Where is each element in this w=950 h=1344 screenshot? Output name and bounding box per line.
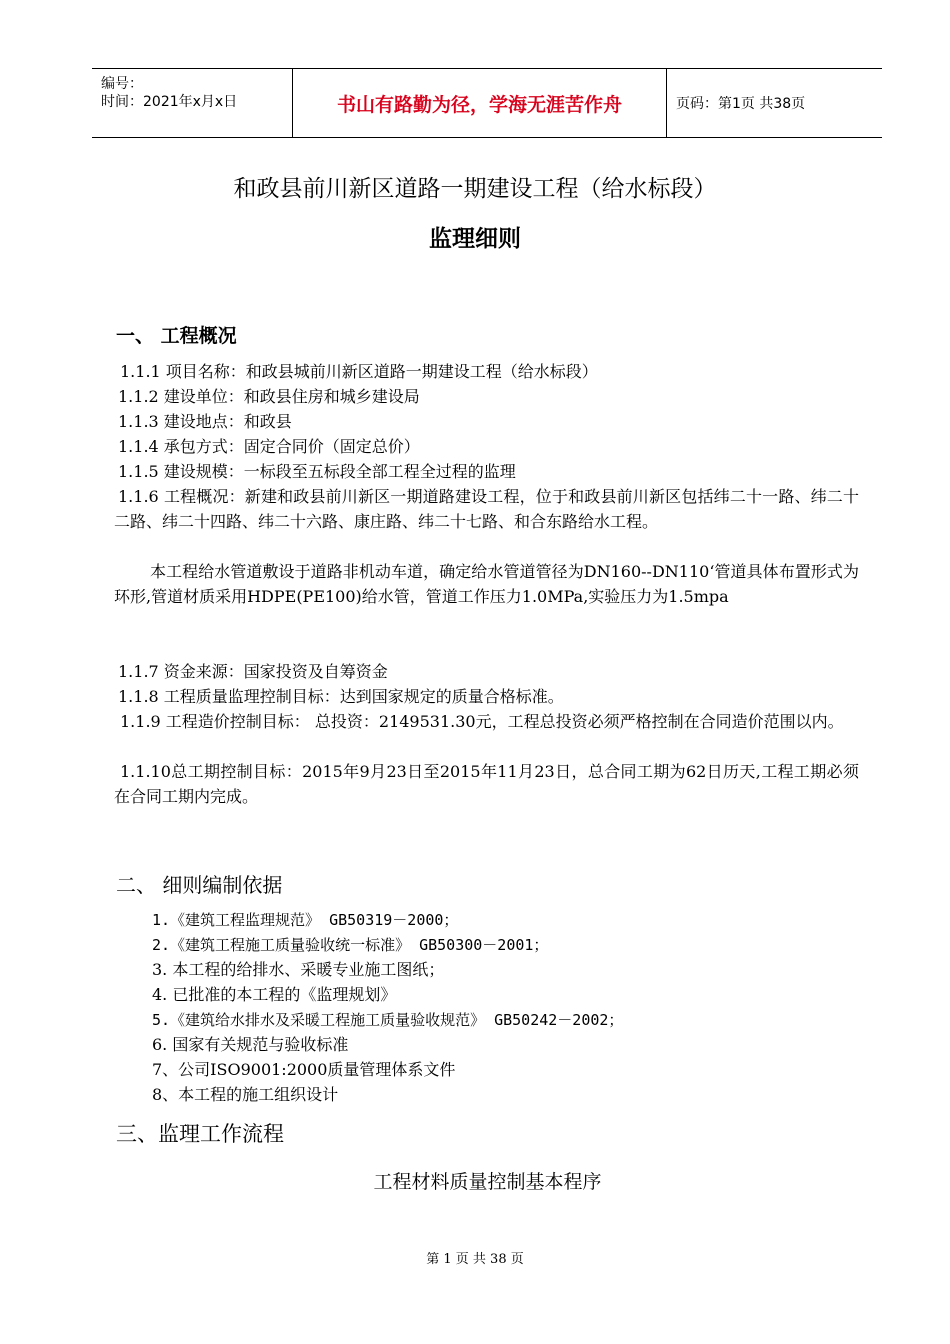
- reference-item: 4. 已批准的本工程的《监理规划》: [152, 985, 397, 1004]
- list-item: 1.1.2 建设单位：和政县住房和城乡建设局: [118, 387, 420, 406]
- document-number-label: 编号：: [101, 76, 143, 92]
- header-meta-cell: [92, 69, 292, 137]
- section-heading-basis: 二、 细则编制依据: [116, 873, 283, 897]
- list-item: 1.1.1 项目名称：和政县城前川新区道路一期建设工程（给水标段）: [120, 362, 598, 381]
- schedule-control-paragraph: 1.1.10总工期控制目标：2015年9月23日至2015年11月23日，总合同工期为62日历天,工程工期必须在合同工期内完成。: [114, 762, 859, 806]
- reference-item: 7、公司ISO9001:2000质量管理体系文件: [152, 1060, 456, 1079]
- pipeline-paragraph: 本工程给水管道敷设于道路非机动车道，确定给水管道管径为DN160--DN110‘管道具体布置形式为环形,管道材质采用HDPE(PE100)给水管，管道工作压力1.0MPa,实验压力为1.5mpa: [114, 562, 859, 606]
- section-heading-workflow: 三、监理工作流程: [116, 1122, 284, 1146]
- reference-item: 1.《建筑工程监理规范》 GB50319－2000；: [152, 911, 459, 929]
- document-header: [92, 68, 882, 138]
- list-item: 1.1.4 承包方式：固定合同价（固定总价）: [118, 437, 420, 456]
- document-title: 和政县前川新区道路一期建设工程（给水标段）: [233, 176, 717, 202]
- reference-item: 6. 国家有关规范与验收标准: [152, 1035, 349, 1054]
- cost-control-paragraph: 1.1.9 工程造价控制目标： 总投资：2149531.30元，工程总投资必须严格控制在合同造价范围以内。: [120, 712, 844, 731]
- project-overview-paragraph: 1.1.6 工程概况：新建和政县前川新区一期道路建设工程，位于和政县前川新区包括纬二十一路、纬二十二路、纬二十四路、纬二十六路、康庄路、纬二十七路、和合东路给水工程。: [114, 487, 859, 531]
- reference-item: 3. 本工程的给排水、采暖专业施工图纸；: [152, 960, 445, 979]
- reference-item: 5.《建筑给水排水及采暖工程施工质量验收规范》 GB50242－2002；: [152, 1011, 624, 1029]
- list-item: 1.1.5 建设规模：一标段至五标段全部工程全过程的监理: [118, 462, 516, 481]
- list-item: 1.1.7 资金来源：国家投资及自筹资金: [118, 662, 388, 681]
- reference-item: 8、本工程的施工组织设计: [152, 1085, 339, 1104]
- flowchart-title: 工程材料质量控制基本程序: [373, 1171, 602, 1193]
- header-divider: [666, 69, 667, 137]
- document-time-label: 时间：2021年x月x日: [101, 94, 238, 110]
- reference-item: 2.《建筑工程施工质量验收统一标准》 GB50300－2001；: [152, 936, 549, 954]
- list-item: 1.1.3 建设地点：和政县: [118, 412, 292, 431]
- header-motto: 书山有路勤为径，学海无涯苦作舟: [336, 93, 622, 116]
- page-footer: 第 1 页 共 38 页: [426, 1252, 524, 1267]
- header-page-label: 页码：第1页 共38页: [676, 96, 806, 112]
- list-item: 1.1.8 工程质量监理控制目标：达到国家规定的质量合格标准。: [118, 687, 564, 706]
- section-heading-overview: 一、 工程概况: [116, 325, 237, 347]
- document-subtitle: 监理细则: [429, 226, 521, 252]
